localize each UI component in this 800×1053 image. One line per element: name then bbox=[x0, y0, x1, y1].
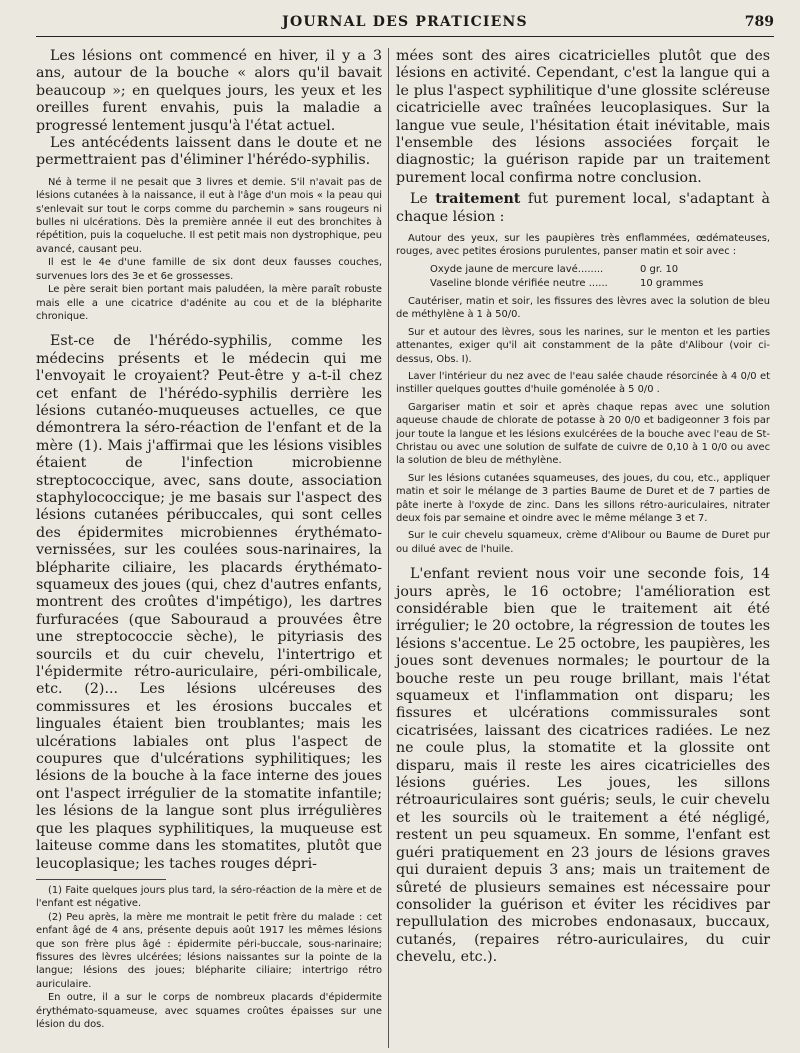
small-paragraph: Sur le cuir chevelu squameux, crème d'Alibour ou Baume de Duret pur ou dilué avec de l'huile. bbox=[396, 530, 770, 555]
small-paragraph: Le père serait bien portant mais paludéen, la mère paraît robuste mais elle a une cicatrice d'adénite au cou et de la blépharite chronique. bbox=[36, 284, 382, 322]
right-column bbox=[396, 48, 770, 967]
paragraph: Est-ce de l'hérédo-syphilis, comme les médecins présents et le médecin qui me l'envoyait le croyaient? Peut-être y a-t-il chez cet enfant de l'hérédo-syphilis derrière les lésions cutanéo-muqueuses actuelles, ce que démontrera la séro-réaction de l'enfant et de la mère (1). Mais j'affirmai que les lésions visibles étaient de l'infection microbienne streptococcique, avec, sans doute, association staphylococcique; je me basais sur l'aspect des lésions cutanées péribuccales, qui sont celles des épidermites microbiennes érythémato-vernissées, sur les coulées sous-narinaires, la blépharite ciliaire, les placards érythémato-squameux des joues (qui, chez d'autres enfants, montrent des croûtes d'impétigo), les dartres furfuracées (que Sabouraud a prouvées être une streptococcie sèche), le pityriasis des sourcils et du cuir chevelu, l'intertrigo et l'épidermite rétro-auriculaire, péri-ombilicale, etc. (2)... Les lésions ulcéreuses des commissures et les érosions buccales et linguales étaient bien troublantes; mais les ulcérations labiales ont plus l'aspect de coupures que d'ulcérations syphilitiques; les lésions de la bouche à la face interne des joues ont l'aspect irrégulier de la stomatite infantile; les lésions de la langue sont plus irrégulières que les plaques syphilitiques, la muqueuse est laiteuse comme dans les stomatites, plutôt que leucoplasique; les taches rouges dépri- bbox=[36, 333, 382, 872]
small-paragraph: Autour des yeux, sur les paupières très enflammées, œdémateuses, rouges, avec petites érosions purulentes, panser matin et soir avec : bbox=[396, 233, 770, 258]
journal-title: JOURNAL DES PRATICIENS bbox=[282, 14, 528, 30]
footnote-rule bbox=[36, 879, 166, 880]
ingredient: Oxyde jaune de mercure lavé........ bbox=[430, 263, 604, 275]
page-number: 789 bbox=[744, 14, 774, 30]
footnote: (2) Peu après, la mère me montrait le petit frère du malade : cet enfant âgé de 4 ans, présente depuis août 1917 les mêmes lésions que son frère plus âgé : épidermite péri-buccale, sous-narinaire; fissures des lèvres ulcérées; lésions naissantes sur la pointe de la langue; lésions des joues; blépharite ciliaire; intertrigo rétro auriculaire. bbox=[36, 911, 382, 990]
treatment-lead: Le bbox=[410, 191, 436, 208]
column-divider bbox=[388, 48, 389, 1048]
small-paragraph: Sur les lésions cutanées squameuses, des joues, du cou, etc., appliquer matin et soir le mélange de 3 parties Baume de Duret et de 7 parties de pâte inerte à l'oxyde de zinc. Dans les sillons rétro-auriculaires, nitrater deux fois par semaine et oindre avec le même mélange 3 et 7. bbox=[396, 472, 770, 524]
prescription-line bbox=[396, 263, 770, 277]
treatment-rest: fut purement local, s'adaptant à chaque lésion : bbox=[396, 191, 770, 225]
small-paragraph: Gargariser matin et soir et après chaque repas avec une solution aqueuse chaude de chlorate de potasse à 20 0/0 et badigeonner 3 fois par jour toute la langue et les lésions exulcérées de la bouche avec l'eau de St-Christau ou avec une solution de sulfate de cuivre de 0,10 à 1 0/0 ou avec la solution de bleu de méthylène. bbox=[396, 401, 770, 467]
prescription bbox=[396, 263, 770, 291]
running-header bbox=[36, 10, 774, 34]
paragraph: L'enfant revient nous voir une seconde fois, 14 jours après, le 16 octobre; l'amélioration est considérable bien que le traitement ait été irrégulier; le 20 octobre, la régression de toutes les lésions s'accentue. Le 25 octobre, les paupières, les joues sont devenues normales; le pourtour de la bouche reste un peu rouge brillant, mais l'état squameux et l'inflammation ont disparu; les fissures et ulcérations commissurales sont cicatrisées, laissant des cicatrices radiées. Le nez ne coule plus, la stomatite et la glossite ont disparu, mais il reste les aires cicatricielles des lésions guéries. Les joues, les sillons rétroauriculaires sont guéris; seuls, le cuir chevelu et les sourcils où le traitement a été négligé, restent un peu squameux. En somme, l'enfant est guéri pratiquement en 23 jours de lésions graves qui duraient depuis 3 ans; mais un traitement de sûreté de plusieurs semaines est nécessaire pour consolider la guérison et éviter les récidives par repullulation des microbes endonasaux, buccaux, cutanés, (repaires rétro-auriculaires, du cuir chevelu, etc.). bbox=[396, 566, 770, 966]
prescription-line bbox=[396, 277, 770, 291]
small-paragraph: Cautériser, matin et soir, les fissures des lèvres avec la solution de bleu de méthylène à 1 à 50/0. bbox=[396, 295, 770, 321]
small-paragraph: Né à terme il ne pesait que 3 livres et demie. S'il n'avait pas de lésions cutanées à la naissance, il eut à l'âge d'un mois « la peau qui s'enlevait sur tout le corps comme du parchemin » sans rougeurs ni bulles ni ulcérations. Dès la première année il eut des bronchites à répétition, puis la coqueluche. Il est petit mais non dystrophique, peu avancé, causant peu. bbox=[36, 176, 382, 255]
paragraph-treatment bbox=[396, 191, 770, 226]
footnote: (1) Faite quelques jours plus tard, la séro-réaction de la mère et de l'enfant est négative. bbox=[36, 884, 382, 910]
header-rule bbox=[36, 36, 774, 37]
left-column bbox=[36, 48, 382, 1031]
small-paragraph: Laver l'intérieur du nez avec de l'eau salée chaude résorcinée à 4 0/0 et instiller quelques gouttes d'huile goménolée à 5 0/0 . bbox=[396, 370, 770, 396]
footnote: En outre, il a sur le corps de nombreux placards d'épidermite érythémato-squameuse, avec squames croûtes épaisses sur une lésion du dos. bbox=[36, 992, 382, 1030]
paragraph: mées sont des aires cicatricielles plutôt que des lésions en activité. Cependant, c'est la langue qui a le plus l'aspect syphilitique d'une glossite scléreuse cicatricielle avec traînées leucoplasiques. Sur la langue vue seule, l'hésitation était inévitable, mais l'ensemble des lésions associées forçait le diagnostic; la guérison rapide par un traitement purement local confirma notre conclusion. bbox=[396, 48, 770, 186]
paragraph: Les lésions ont commencé en hiver, il y a 3 ans, autour de la bouche « alors qu'il bavait beaucoup »; en quelques jours, les yeux et les oreilles furent envahis, puis la maladie a progressé lentement jusqu'à l'état actuel. bbox=[36, 48, 382, 134]
treatment-heading: traitement bbox=[435, 191, 521, 208]
quantity: 0 gr. 10 bbox=[640, 263, 679, 275]
ingredient: Vaseline blonde vérifiée neutre ...... bbox=[430, 277, 608, 289]
small-paragraph: Il est le 4e d'une famille de six dont deux fausses couches, survenues lors des 3e et 6e grossesses. bbox=[36, 257, 382, 282]
quantity: 10 grammes bbox=[640, 277, 704, 289]
small-paragraph: Sur et autour des lèvres, sous les narines, sur le menton et les parties attenantes, exiger qu'il ait constamment de la pâte d'Alibour (voir ci-dessus, Obs. I). bbox=[396, 326, 770, 365]
paragraph: Les antécédents laissent dans le doute et ne permettraient pas d'éliminer l'hérédo-syphilis. bbox=[36, 135, 382, 169]
